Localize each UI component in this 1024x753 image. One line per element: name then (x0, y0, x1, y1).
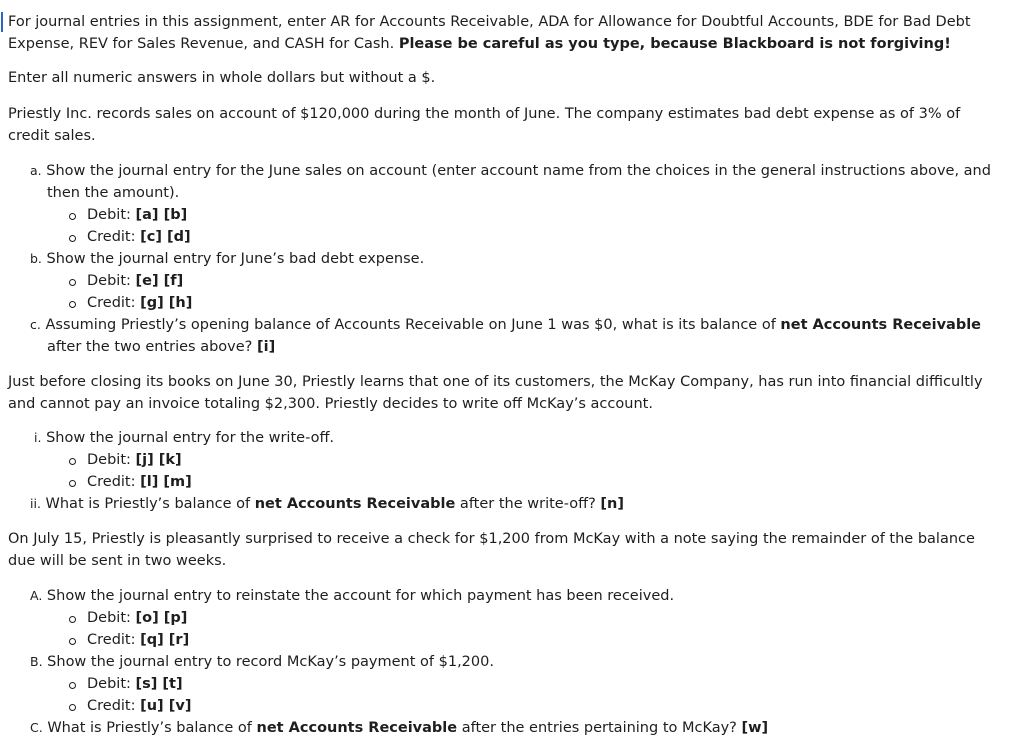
question-c-text: Assuming Priestly’s opening balance of Accounts Receivable on June 1 was $0, what is its balance of (45, 317, 781, 333)
question-i (34, 427, 334, 449)
question-a-marker: a. (30, 163, 42, 178)
question-C-marker: C. (30, 720, 43, 735)
question-a-credit (87, 226, 191, 248)
credit-label: Credit: (87, 632, 136, 648)
section1-line-1: Priestly Inc. records sales on account of $120,000 during the month of June. The company estimates bad debt expense as of 3% of (8, 106, 961, 122)
answer-tags: [c] [d] (140, 229, 191, 245)
question-i-credit (87, 471, 192, 493)
section2-line-1: Just before closing its books on June 30, Priestly learns that one of its customers, the McKay Company, has run into financial difficultly (8, 374, 983, 390)
question-ii-bold: net Accounts Receivable (254, 496, 456, 512)
text-cursor (1, 12, 3, 32)
answer-tags: [o] [p] (135, 610, 188, 626)
intro-paragraph (8, 11, 1012, 55)
answer-tags: [w] (741, 720, 769, 736)
section2-paragraph (8, 371, 1012, 415)
question-a-debit (87, 204, 187, 226)
section3-paragraph (8, 528, 1012, 572)
question-i-text: Show the journal entry for the write-off. (46, 430, 335, 446)
answer-tags: [q] [r] (140, 632, 190, 648)
question-ii-marker: ii. (30, 496, 41, 511)
credit-label: Credit: (87, 229, 136, 245)
section3-line-2: due will be sent in two weeks. (8, 553, 227, 569)
debit-label: Debit: (87, 676, 131, 692)
intro-line-1: For journal entries in this assignment, enter AR for Accounts Receivable, ADA for Allowance for Doubtful Accounts, BDE for Bad Debt (8, 14, 971, 30)
section3-line-1: On July 15, Priestly is pleasantly surprised to receive a check for $1,200 from McKay with a note saying the remainder of the balance (8, 531, 975, 547)
credit-label: Credit: (87, 698, 136, 714)
credit-label: Credit: (87, 474, 136, 490)
question-A-text: Show the journal entry to reinstate the account for which payment has been received. (46, 588, 675, 604)
question-C (30, 717, 768, 739)
question-C-bold: net Accounts Receivable (256, 720, 458, 736)
intro-warning: Please be careful as you type, because Blackboard is not forgiving! (398, 36, 951, 52)
question-c (30, 314, 981, 336)
question-B-credit (87, 695, 191, 717)
question-c-line-2 (47, 336, 275, 358)
question-b-credit (87, 292, 192, 314)
intro-line-2: Expense, REV for Sales Revenue, and CASH for Cash. (8, 36, 399, 52)
question-ii-after: after the write-off? (455, 496, 601, 512)
question-B-marker: B. (30, 654, 43, 669)
answer-tags: [n] (600, 496, 624, 512)
answer-tags: [u] [v] (140, 698, 192, 714)
section1-line-2: credit sales. (8, 128, 96, 144)
question-A (30, 585, 674, 607)
question-c-marker: c. (30, 317, 41, 332)
question-a-text: Show the journal entry for the June sales on account (enter account name from the choices in the general instructions above, and (46, 163, 991, 179)
question-b (30, 248, 424, 270)
question-A-debit (87, 607, 187, 629)
question-B-text: Show the journal entry to record McKay’s payment of $1,200. (47, 654, 494, 670)
debit-label: Debit: (87, 610, 131, 626)
question-a-line-2: then the amount). (47, 185, 180, 201)
answer-tags: [i] (256, 339, 276, 355)
question-ii (30, 493, 624, 515)
section2-line-2: and cannot pay an invoice totaling $2,300. Priestly decides to write off McKay’s account. (8, 396, 653, 412)
section1-paragraph (8, 103, 1012, 147)
question-i-debit (87, 449, 182, 471)
question-C-text: What is Priestly’s balance of (47, 720, 257, 736)
question-c-line-2-text: after the two entries above? (47, 339, 257, 355)
answer-tags: [l] [m] (140, 474, 192, 490)
question-b-debit (87, 270, 183, 292)
question-B (30, 651, 494, 673)
answer-tags: [g] [h] (140, 295, 193, 311)
question-A-marker: A. (30, 588, 43, 603)
debit-label: Debit: (87, 452, 131, 468)
credit-label: Credit: (87, 295, 136, 311)
answer-tags: [s] [t] (135, 676, 183, 692)
question-b-text: Show the journal entry for June’s bad debt expense. (46, 251, 425, 267)
question-A-credit (87, 629, 189, 651)
debit-label: Debit: (87, 273, 131, 289)
question-B-debit (87, 673, 183, 695)
question-c-bold: net Accounts Receivable (780, 317, 982, 333)
answer-tags: [j] [k] (135, 452, 182, 468)
question-i-marker: i. (34, 430, 42, 445)
debit-label: Debit: (87, 207, 131, 223)
numeric-note: Enter all numeric answers in whole dollars but without a $. (8, 70, 436, 86)
answer-tags: [e] [f] (135, 273, 184, 289)
question-a (30, 160, 991, 182)
question-C-after: after the entries pertaining to McKay? (457, 720, 742, 736)
answer-tags: [a] [b] (135, 207, 188, 223)
question-b-marker: b. (30, 251, 42, 266)
question-ii-text: What is Priestly’s balance of (45, 496, 255, 512)
